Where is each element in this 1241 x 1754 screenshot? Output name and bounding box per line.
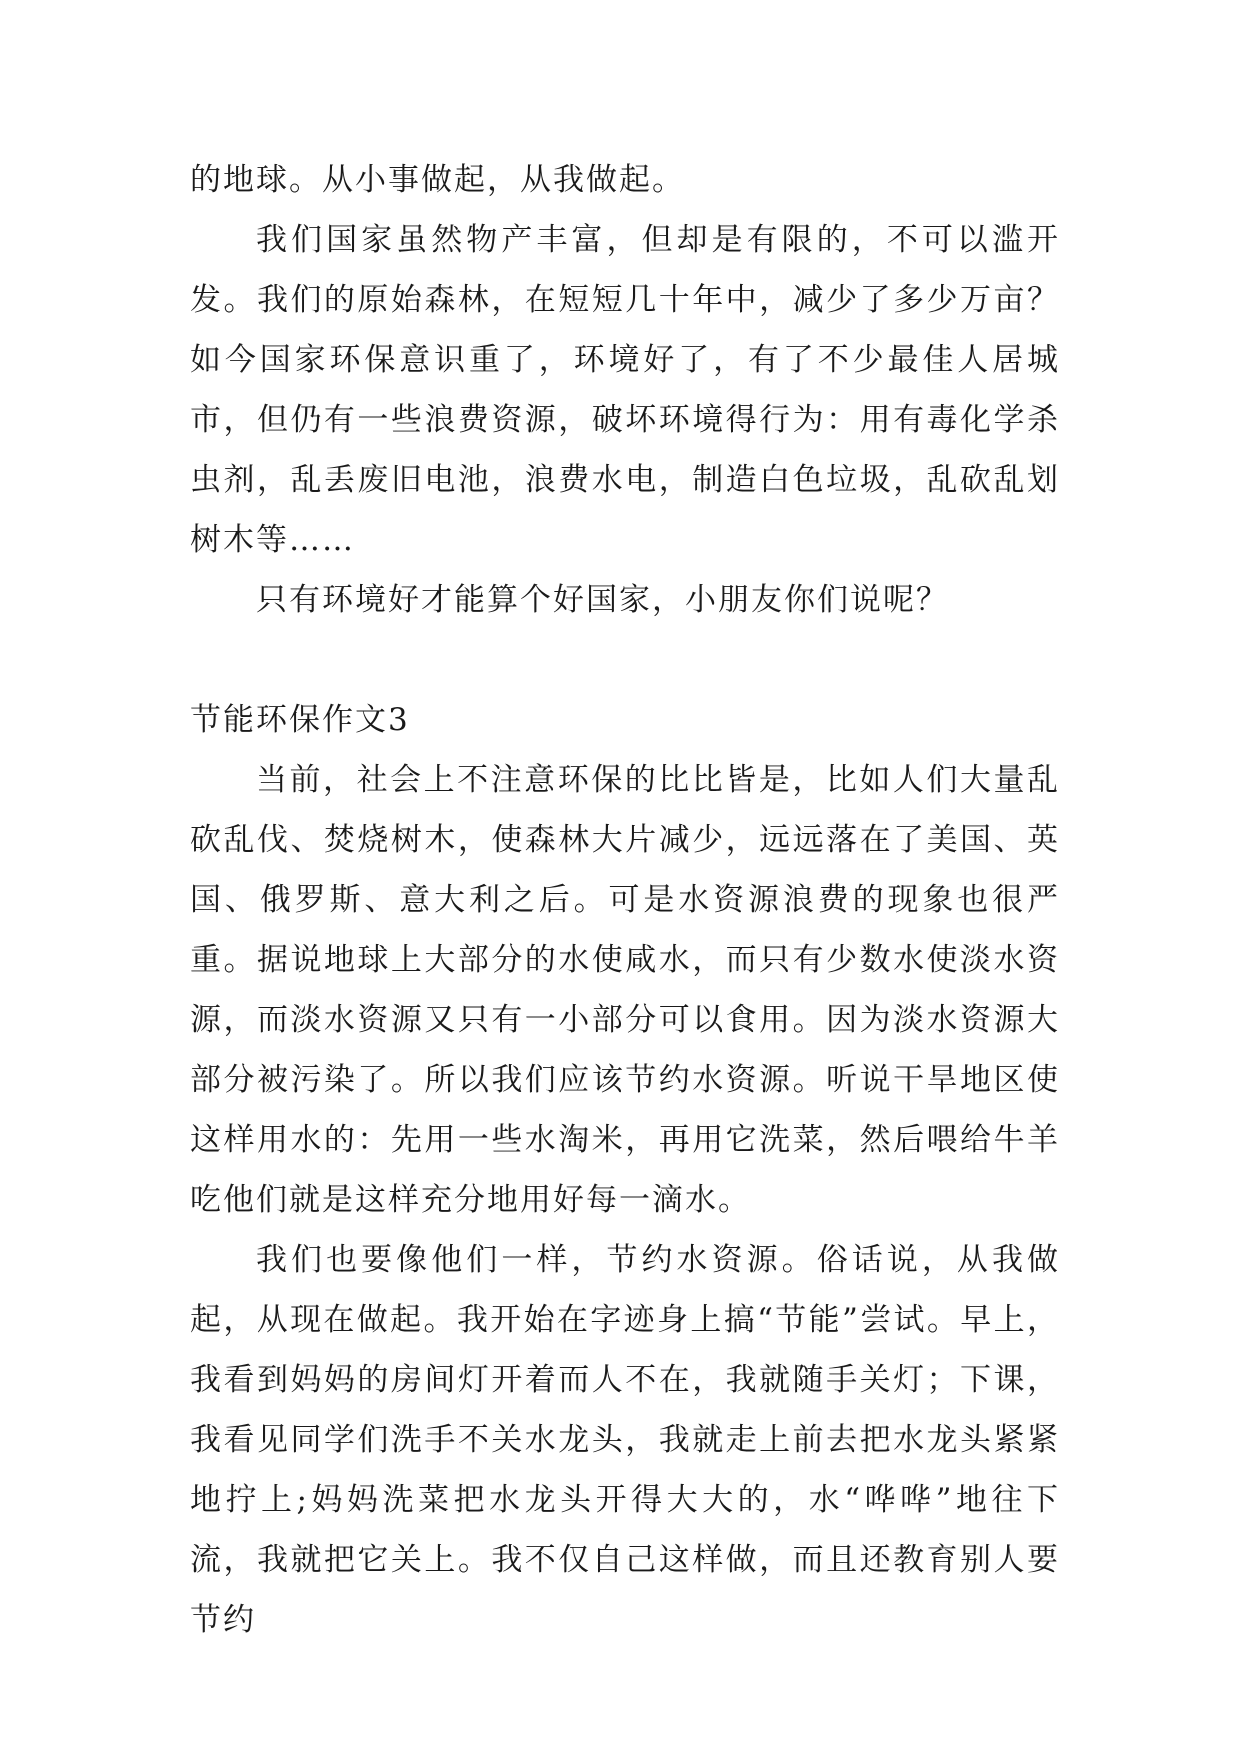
section-title: 节能环保作文3 — [190, 702, 410, 738]
paragraph-question: 只有环境好才能算个好国家，小朋友你们说呢？ — [256, 582, 949, 618]
paragraph-water-waste: 当前，社会上不注意环保的比比皆是，比如人们大量乱砍乱伐、焚烧树木，使森林大片减少，远远落在了美国、英国、俄罗斯、意大利之后。可是水资源浪费的现象也很严重。据说地球上大部分的水使咸水，而只有少数水使淡水资源，而淡水资源又只有一小部分可以食用。因为淡水资源大部分被污染了。所以我们应该节约水资源。听说干旱地区使这样用水的：先用一些水淘米，再用它洗菜，然后喂给牛羊吃他们就是这样充分地用好每一滴水。 — [190, 762, 1060, 1218]
paragraph-resources: 我们国家虽然物产丰富，但却是有限的，不可以滥开发。我们的原始森林，在短短几十年中，减少了多少万亩？如今国家环保意识重了，环境好了，有了不少最佳人居城市，但仍有一些浪费资源，破坏环境得行为：用有毒化学杀虫剂，乱丢废旧电池，浪费水电，制造白色垃圾，乱砍乱划树木等…… — [190, 222, 1060, 558]
document-page — [190, 150, 1060, 1650]
paragraph-saving-water: 我们也要像他们一样，节约水资源。俗话说，从我做起，从现在做起。我开始在字迹身上搞“节能”尝试。早上，我看到妈妈的房间灯开着而人不在，我就随手关灯；下课，我看见同学们洗手不关水龙头，我就走上前去把水龙头紧紧地拧上;妈妈洗菜把水龙头开得大大的，水“哗哗”地往下流，我就把它关上。我不仅自己这样做，而且还教育别人要节约 — [190, 1242, 1060, 1638]
paragraph-continuation: 的地球。从小事做起，从我做起。 — [190, 162, 685, 198]
